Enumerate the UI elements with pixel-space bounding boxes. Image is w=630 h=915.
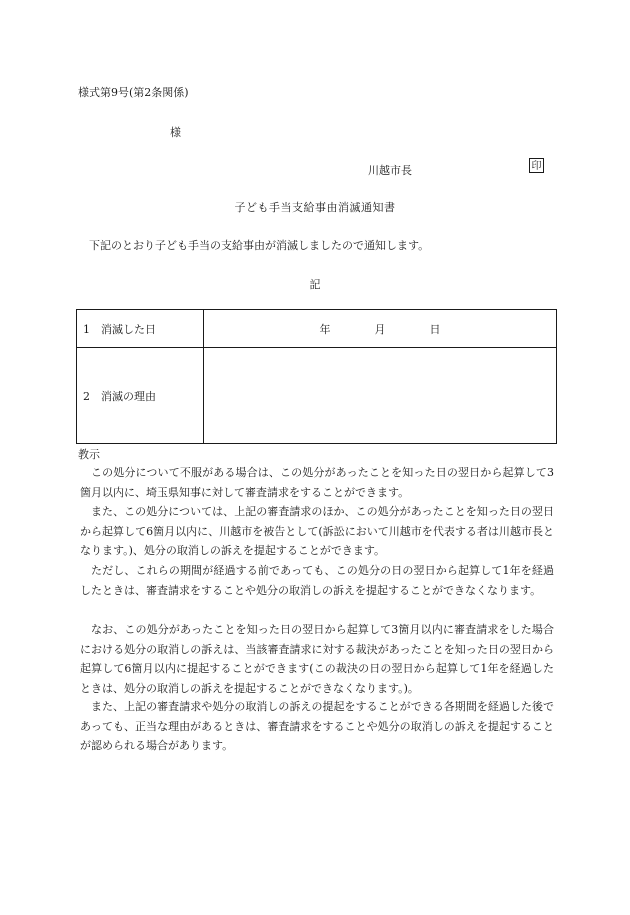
extinction-date-label: 1 消滅した日 <box>77 310 204 348</box>
issuer-name: 川越市長 <box>368 164 412 177</box>
instruction-paragraph: また、上記の審査請求や処分の取消しの訴えの提起をすることができる各期間を経過した後であっても、正当な理由があるときは、審査請求をすることや処分の取消しの訴えを提起することが認められる場合があります。 <box>80 700 554 752</box>
intro-text: 下記のとおり子ども手当の支給事由が消滅しましたので通知します。 <box>89 239 430 252</box>
addressee-suffix: 様 <box>170 126 181 139</box>
instruction-paragraph: この処分について不服がある場合は、この処分があったことを知った日の翌日から起算して3箇月以内に、埼玉県知事に対して審査請求をすることができます。 <box>80 466 554 499</box>
document-title: 子ども手当支給事由消滅通知書 <box>234 201 396 214</box>
table-row <box>77 310 557 348</box>
instruction-paragraph: ただし、これらの期間が経過する前であっても、この処分の日の翌日から起算して1年を経過したときは、審査請求をすることや処分の取消しの訴えを提起することができなくなります。 <box>80 564 554 597</box>
year-label: 年 <box>319 322 331 336</box>
instruction-paragraph: また、この処分については、上記の審査請求のほか、この処分があったことを知った日の翌日から起算して6箇月以内に、川越市を被告として(訴訟において川越市を代表する者は川越市長となります。)、処分の取消しの訴えを提起することができます。 <box>80 505 554 557</box>
record-table <box>76 309 557 444</box>
instruction-paragraph: なお、この処分があったことを知った日の翌日から起算して3箇月以内に審査請求をした場合における処分の取消しの訴えは、当該審査請求に対する裁決があったことを知った日の翌日から起算して6箇月以内に提起することができます(この裁決の日の翌日から起算して1年を経過したときは、処分の取消しの訴えを提起することができなくなります。)。 <box>80 623 554 695</box>
form-number: 様式第9号(第2条関係) <box>78 86 189 99</box>
month-label: 月 <box>374 322 386 336</box>
seal-mark: 印 <box>529 158 544 173</box>
extinction-date-value <box>204 310 557 348</box>
day-label: 日 <box>429 322 441 336</box>
table-row <box>77 348 557 444</box>
extinction-reason-value <box>204 348 557 444</box>
instruction-label: 教示 <box>78 448 100 461</box>
extinction-reason-label: 2 消滅の理由 <box>77 348 204 444</box>
ki-heading: 記 <box>309 278 321 291</box>
